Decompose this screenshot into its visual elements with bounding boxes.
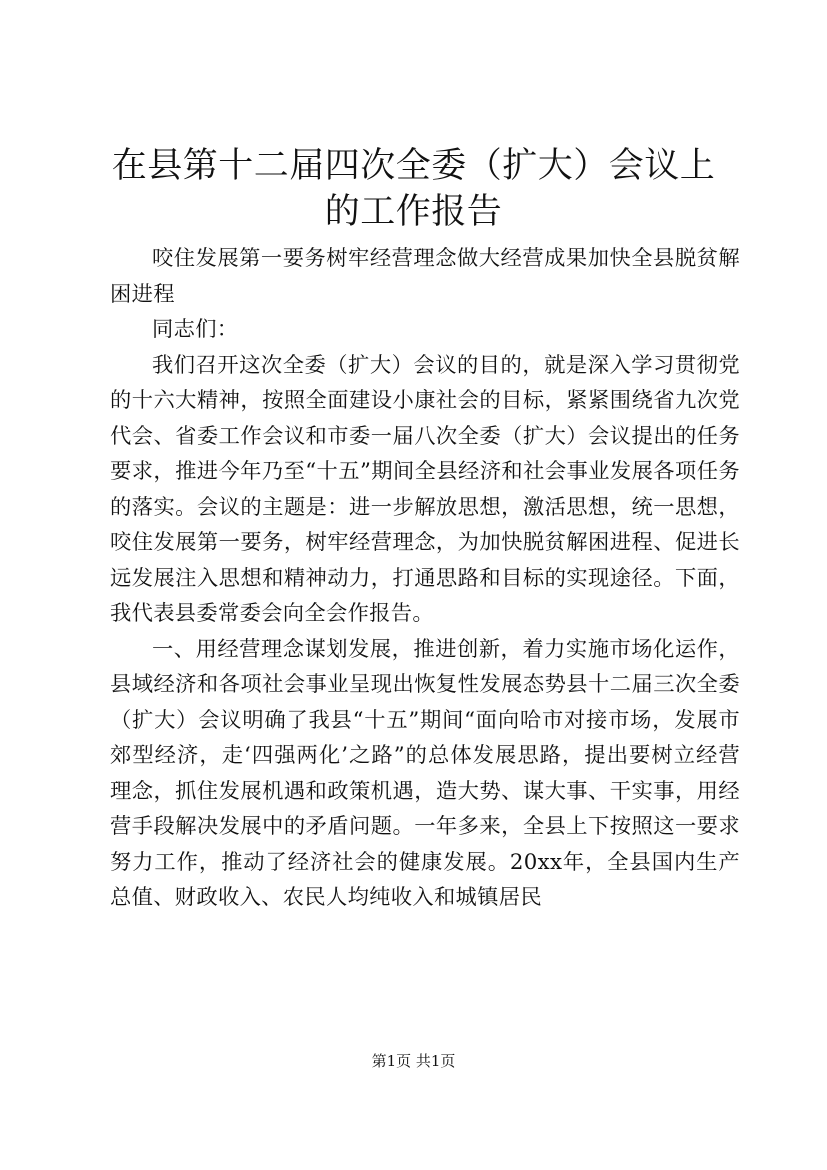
intro-paragraph: 我们召开这次全委（扩大）会议的目的，就是深入学习贯彻党的十六大精神，按照全面建设小康社会的目标，紧紧围绕省九次党代会、省委工作会议和市委一届八次全委（扩大）会议提出的任务要求，推进今年乃至“十五”期间全县经济和社会事业发展各项任务的落实。会议的主题是：进一步解放思想，激活思想，统一思想，咬住发展第一要务，树牢经营理念，为加快脱贫解困进程、促进长远发展注入思想和精神动力，打通思路和目标的实现途径。下面，我代表县委常委会向全会作报告。 [110,352,740,626]
page-footer: 第1页 共1页 [371,1052,456,1070]
salutation-paragraph: 同志们： [152,317,239,342]
subtitle-paragraph: 咬住发展第一要务树牢经营理念做大经营成果加快全县脱贫解困进程 [110,246,740,307]
document-title: 在县第十二届四次全委（扩大）会议上的工作报告 [111,146,716,232]
section-one-paragraph: 一、用经营理念谋划发展，推进创新，着力实施市场化运作，县域经济和各项社会事业呈现出恢复性发展态势县十二届三次全委（扩大）会议明确了我县“十五”期间“面向哈市对接市场，发展市郊型经济，走‘四强两化’之路”的总体发展思路，提出要树立经营理念，抓住发展机遇和政策机遇，造大势、谋大事、干实事，用经营手段解决发展中的矛盾问题。一年多来，全县上下按照这一要求努力工作，推动了经济社会的健康发展。20xx年，全县国内生产总值、财政收入、农民人均纯收入和城镇居民 [110,636,740,910]
document-body [110,241,740,916]
